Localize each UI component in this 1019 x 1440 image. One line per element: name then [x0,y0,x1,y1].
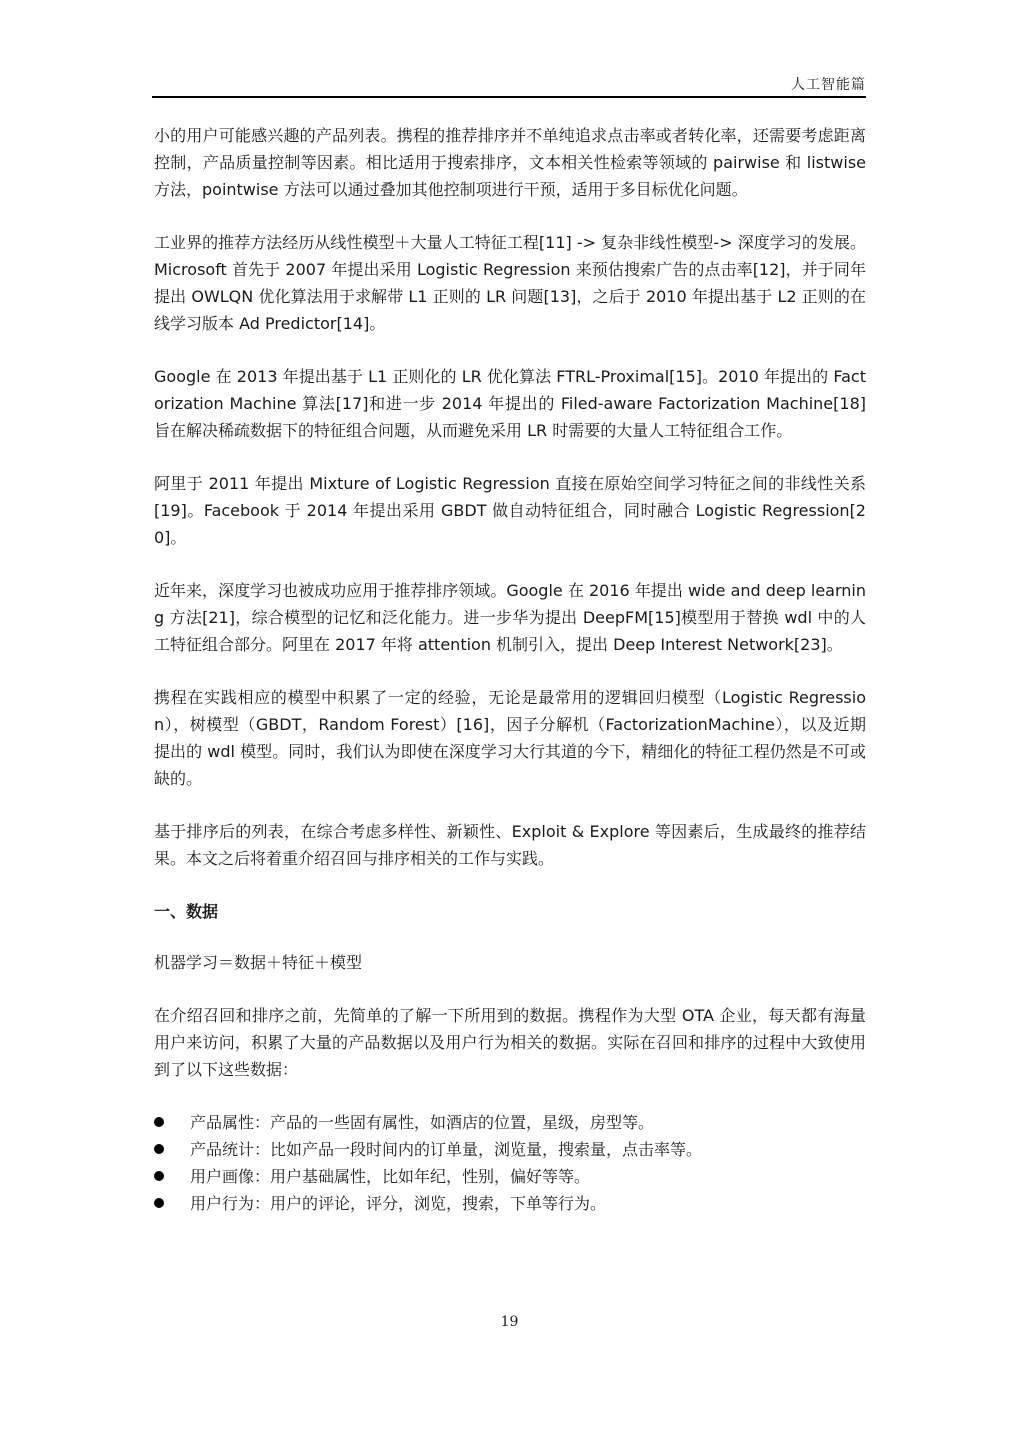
data-type-list [154,1109,866,1217]
section-heading: 一、数据 [154,902,219,921]
header-title: 人工智能篇 [791,77,866,93]
section-intro: 在介绍召回和排序之前，先简单的了解一下所用到的数据。携程作为大型 OTA 企业，每天都有海量用户来访问，积累了大量的产品数据以及用户行为相关的数据。实际在召回和排序的过程中大致使用到了以下这些数据： [154,1006,866,1079]
list-item-text: 用户画像：用户基础属性，比如年纪，性别，偏好等等。 [190,1167,591,1186]
list-item [154,1163,866,1190]
paragraph-2: 工业界的推荐方法经历从线性模型＋大量人工特征工程[11] -> 复杂非线性模型-> 深度学习的发展。Microsoft 首先于 2007 年提出采用 Logistic Regression 来预估搜索广告的点击率[12]，并于同年提出 OWLQN 优化算法用于求解带 L1 正则的 LR 问题[13]，之后于 2010 年提出基于 L2 正则的在线学习版本 Ad Predictor[14]。 [154,233,866,333]
paragraph-6: 携程在实践相应的模型中积累了一定的经验，无论是最常用的逻辑回归模型（Logistic Regression），树模型（GBDT，Random Forest）[16]，因子分解机（FactorizationMachine），以及近期提出的 wdl 模型。同时，我们认为即使在深度学习大行其道的今下，精细化的特征工程仍然是不可或缺的。 [154,688,866,788]
bullet-icon [154,1117,164,1127]
bullet-icon [154,1198,164,1208]
paragraph-4: 阿里于 2011 年提出 Mixture of Logistic Regression 直接在原始空间学习特征之间的非线性关系[19]。Facebook 于 2014 年提出采用 GBDT 做自动特征组合，同时融合 Logistic Regression[20]。 [154,474,866,547]
paragraph-1: 小的用户可能感兴趣的产品列表。携程的推荐排序并不单纯追求点击率或者转化率，还需要考虑距离控制，产品质量控制等因素。相比适用于搜索排序，文本相关性检索等领域的 pairwise 和 listwise 方法，pointwise 方法可以通过叠加其他控制项进行干预，适用于多目标优化问题。 [154,126,866,199]
bullet-icon [154,1171,164,1181]
list-item-text: 产品属性：产品的一些固有属性，如酒店的位置，星级，房型等。 [190,1113,655,1132]
paragraph-7: 基于排序后的列表，在综合考虑多样性、新颖性、Exploit & Explore 等因素后，生成最终的推荐结果。本文之后将着重介绍召回与排序相关的工作与实践。 [154,822,866,868]
list-item [154,1136,866,1163]
page-header [152,70,866,98]
paragraph-5: 近年来，深度学习也被成功应用于推荐排序领域。Google 在 2016 年提出 wide and deep learning 方法[21]，综合模型的记忆和泛化能力。进一步华为提出 DeepFM[15]模型用于替换 wdl 中的人工特征组合部分。阿里在 2017 年将 attention 机制引入，提出 Deep Interest Network[23]。 [154,581,866,654]
list-item-text: 用户行为：用户的评论，评分，浏览，搜索，下单等行为。 [190,1194,607,1213]
paragraph-3: Google 在 2013 年提出基于 L1 正则化的 LR 优化算法 FTRL-Proximal[15]。2010 年提出的 Factorization Machine 算法[17]和进一步 2014 年提出的 Filed-aware Factorization Machine[18]旨在解决稀疏数据下的特征组合问题，从而避免采用 LR 时需要的大量人工特征组合工作。 [154,367,866,440]
page-number: 19 [500,1314,519,1330]
list-item-text: 产品统计：比如产品一段时间内的订单量，浏览量，搜索量，点击率等。 [190,1140,703,1159]
list-item [154,1109,866,1136]
formula-line: 机器学习＝数据＋特征＋模型 [154,953,363,972]
list-item [154,1190,866,1217]
bullet-icon [154,1144,164,1154]
page-content [154,122,866,1217]
